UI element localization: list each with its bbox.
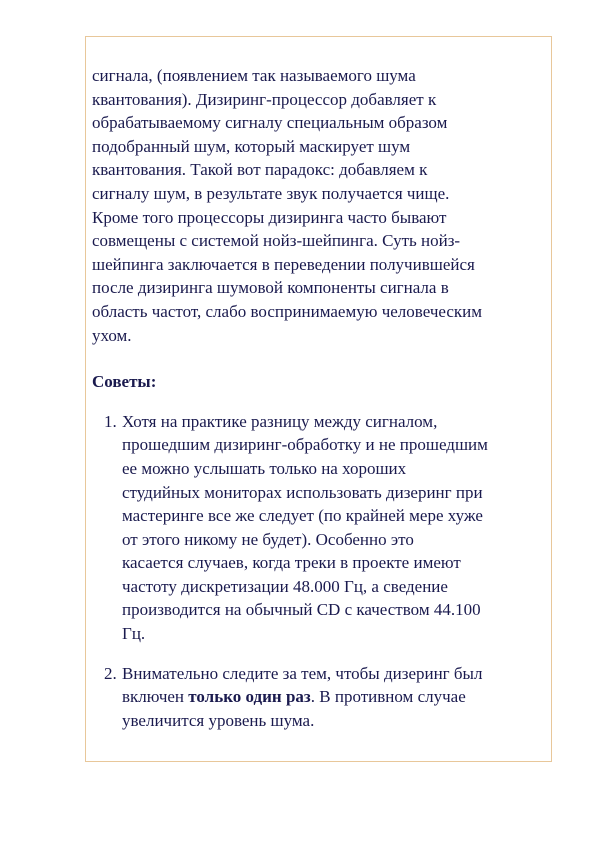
list-item-line: производится на обычный CD с качеством 44.100 (122, 600, 481, 620)
list-item-text: включен (122, 687, 189, 707)
paragraph-line: обрабатываемому сигналу специальным образом (92, 113, 448, 133)
tips-list (92, 410, 552, 733)
emphasis-text: только один раз (188, 687, 311, 707)
list-item-text: . В противном случае (310, 687, 466, 707)
list-item (92, 662, 552, 733)
list-item-line: Внимательно следите за тем, чтобы дизеринг был (122, 663, 483, 683)
document-body (92, 64, 552, 748)
paragraph-line: область частот, слабо воспринимаемую человеческим (92, 301, 482, 321)
paragraph-line: шейпинга заключается в переведении получившейся (92, 254, 475, 274)
paragraph-line: квантования. Такой вот парадокс: добавляем к (92, 160, 428, 180)
list-item (92, 410, 552, 646)
list-item-line: студийных мониторах использовать дизеринг при (122, 482, 483, 502)
section-heading: Советы: (92, 372, 157, 392)
intro-paragraph (92, 64, 552, 347)
paragraph-line: сигналу шум, в результате звук получается чище. (92, 183, 450, 203)
list-item-line: касается случаев, когда треки в проекте имеют (122, 553, 461, 573)
paragraph-line: после дизиринга шумовой компоненты сигнала в (92, 278, 449, 298)
list-item-line: мастеринге все же следует (по крайней мере хуже (122, 506, 483, 526)
list-item-number: 2. (104, 663, 117, 683)
list-item-line: ее можно услышать только на хороших (122, 458, 407, 478)
paragraph-line: сигнала, (появлением так называемого шума (92, 66, 416, 85)
paragraph-line: Кроме того процессоры дизиринга часто бывают (92, 207, 447, 227)
paragraph-line: квантования). Дизиринг-процессор добавляет к (92, 89, 437, 109)
list-item-number: 1. (104, 411, 117, 431)
paragraph-line: подобранный шум, который маскирует шум (92, 136, 411, 156)
list-item-line: от этого никому не будет). Особенно это (122, 529, 414, 549)
list-item-line: прошедшим дизиринг-обработку и не прошедшим (122, 435, 488, 455)
list-item-line: Гц. (122, 624, 146, 644)
list-item-line: частоту дискретизации 48.000 Гц, а сведение (122, 576, 448, 596)
paragraph-line: совмещены с системой нойз-шейпинга. Суть нойз- (92, 231, 461, 251)
paragraph-line: ухом. (92, 325, 132, 345)
list-item-line: Хотя на практике разницу между сигналом, (122, 411, 438, 431)
list-item-line: увеличится уровень шума. (122, 710, 315, 730)
